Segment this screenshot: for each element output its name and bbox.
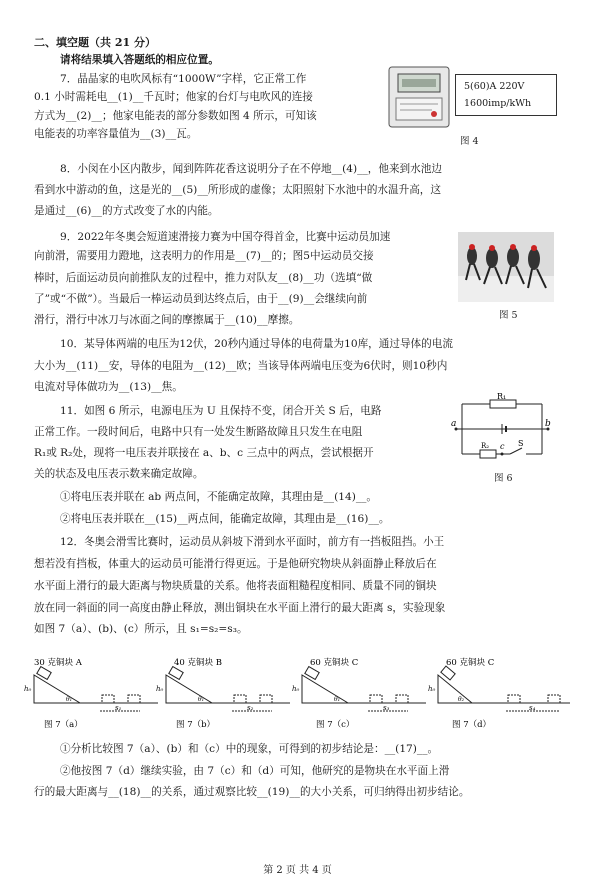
q11-subq: ①将电压表并联在 ab 两点间，不能确定故障，其理由是__(14)__。 [60,491,378,503]
fig7b-s: s₂ [247,704,254,712]
q7-line: 方式为__(2)__；他家电能表的部分参数如图 4 所示，可知该 [34,110,317,122]
meter-spec-line: 1600imp/kWh [464,98,532,109]
q7-line: 7．晶晶家的电吹风标有“1000W”字样，它正常工作 [60,73,307,85]
q12-subq: ②他按图 7（d）继续实验，由 7（c）和（d）可知，他研究的是物块在水平面上滑 [60,765,450,777]
fig7d-theta: θ₂ [458,696,465,703]
fig7d-caption: 图 7（d） [452,720,492,730]
q9-line: 棒时，后面运动员向前推队友的过程中，推力对队友__(8)__功（选填“做 [34,272,373,284]
fig7b-h: h₀ [156,685,164,693]
r1-label: R₁ [497,392,507,401]
fig4-caption: 图 4 [460,136,479,147]
point-a-label: a [451,419,457,429]
q9-line: 了”或“不做”）。当最后一棒运动员到达终点后，由于__(9)__会继续向前 [34,293,368,305]
q11-line: 关的状态及电压表示数来确定故障。 [34,468,204,480]
switch-label: S [518,439,524,448]
circuit-diagram [451,392,554,466]
r2-label: R₂ [481,442,490,450]
q11-line: R₁或 R₂处，现将一电压表并联接在 a、b、c 三点中的两点，尝试根据开 [34,447,374,459]
q12-line: 如图 7（a）、(b)、(c）所示，且 s₁=s₂=s₃。 [34,623,248,635]
speed-skaters-photo [458,232,554,302]
fig7a-label: 30 克铜块 A [34,658,82,668]
fig7c-s: s₃ [383,704,390,712]
fig7a-caption: 图 7（a） [44,720,83,730]
point-b-label: b [545,419,551,429]
fig7c-h: h₀ [292,685,300,693]
meter-spec-box [455,74,557,116]
q12-line: 放在同一斜面的同一高度由静止释放，测出铜块在水平面上滑行的最大距离 s，实验现象 [34,602,446,614]
fig7a-s: s₁ [115,704,122,712]
q7-line: 电能表的功率容量值为__(3)__瓦。 [34,128,198,140]
fig7d-label: 60 克铜块 C [446,658,495,668]
fig7a-h: h₀ [24,685,32,693]
q10-line: 大小为__(11)__安，导体的电阻为__(12)__欧；当该导体两端电压变为6伏时，则10秒内 [34,360,448,372]
fig7c-label: 60 克铜块 C [310,658,359,668]
fig7d-h: h₀ [428,685,436,693]
point-c-label: c [500,442,505,451]
fig7b-label: 40 克铜块 B [174,658,222,668]
q11-subq: ②将电压表并联在__(15)__两点间，能确定故障，其理由是__(16)__。 [60,513,390,525]
q10-line: 10．某导体两端的电压为12伏，20秒内通过导体的电荷量为10库，通过导体的电流 [60,338,453,350]
q8-line: 是通过__(6)__的方式改变了水的内能。 [34,205,219,217]
section-title: 二、填空题（共 21 分） [34,36,156,49]
fig7d-panel [428,657,570,730]
q11-line: 11．如图 6 所示，电源电压为 U 且保持不变，闭合开关 S 后，电路 [60,405,382,417]
fig7b-theta: θ₁ [198,696,205,703]
fig7b-caption: 图 7（b） [176,720,216,730]
fig7a-theta: θ₁ [66,696,73,703]
q9-line: 向前滑，需要用力蹬地，这表明力的作用是__(7)__的；图5中运动员交接 [34,250,374,262]
figure-7-panels [24,655,575,733]
q7-line: 0.1 小时需耗电__(1)__千瓦时；他家的台灯与电吹风的连接 [34,91,313,103]
fig5-caption: 图 5 [499,310,518,321]
fig7c-panel [292,657,426,730]
q10-line: 电流对导体做功为__(13)__焦。 [34,381,183,393]
fig7b-panel [156,657,290,730]
q12-subq: 行的最大距离与__(18)__的关系，通过观察比较__(19)__的大小关系，可归纳得出初步结论。 [34,786,470,798]
q12-line: 想若没有挡板，体重大的运动员可能滑行得更远。于是他研究物块从斜面静止释放后在 [34,558,437,570]
q9-line: 滑行，滑行中冰刀与冰面之间的摩擦属于__(10)__摩擦。 [34,314,300,326]
page-footer: 第 2 页 共 4 页 [263,865,332,876]
q12-subq: ①分析比较图 7（a）、(b）和（c）中的现象，可得到的初步结论是：__(17)__。 [60,743,439,755]
fig7c-theta: θ₁ [334,696,341,703]
fig7d-s: s₄ [529,704,536,712]
fig7a-panel [24,657,158,730]
fig7c-caption: 图 7（c） [316,720,355,730]
section-instruction: 请将结果填入答题纸的相应位置。 [60,54,219,66]
q12-line: 12．冬奥会滑雪比赛时，运动员从斜坡下滑到水平面时，前方有一挡板阻挡。小王 [60,536,445,548]
q12-line: 水平面上滑行的最大距离与物块质量的关系。他将表面粗糙程度相同、质量不同的铜块 [34,580,437,592]
electric-meter-image [388,66,450,128]
q9-line: 9．2022年冬奥会短道速滑接力赛为中国夺得首金，比赛中运动员加速 [60,231,391,243]
q8-line: 看到水中游动的鱼，这是光的__(5)__所形成的虚像；太阳照射下水池中的水温升高，这 [34,184,441,196]
meter-spec-line: 5(60)A 220V [464,81,525,92]
fig6-caption: 图 6 [494,473,513,484]
q11-line: 正常工作。一段时间后，电路中只有一处发生断路故障且只发生在电阻 [34,426,363,438]
q8-line: 8．小闵在小区内散步，闻到阵阵花香这说明分子在不停地__(4)__，他来到水池边 [60,163,442,175]
